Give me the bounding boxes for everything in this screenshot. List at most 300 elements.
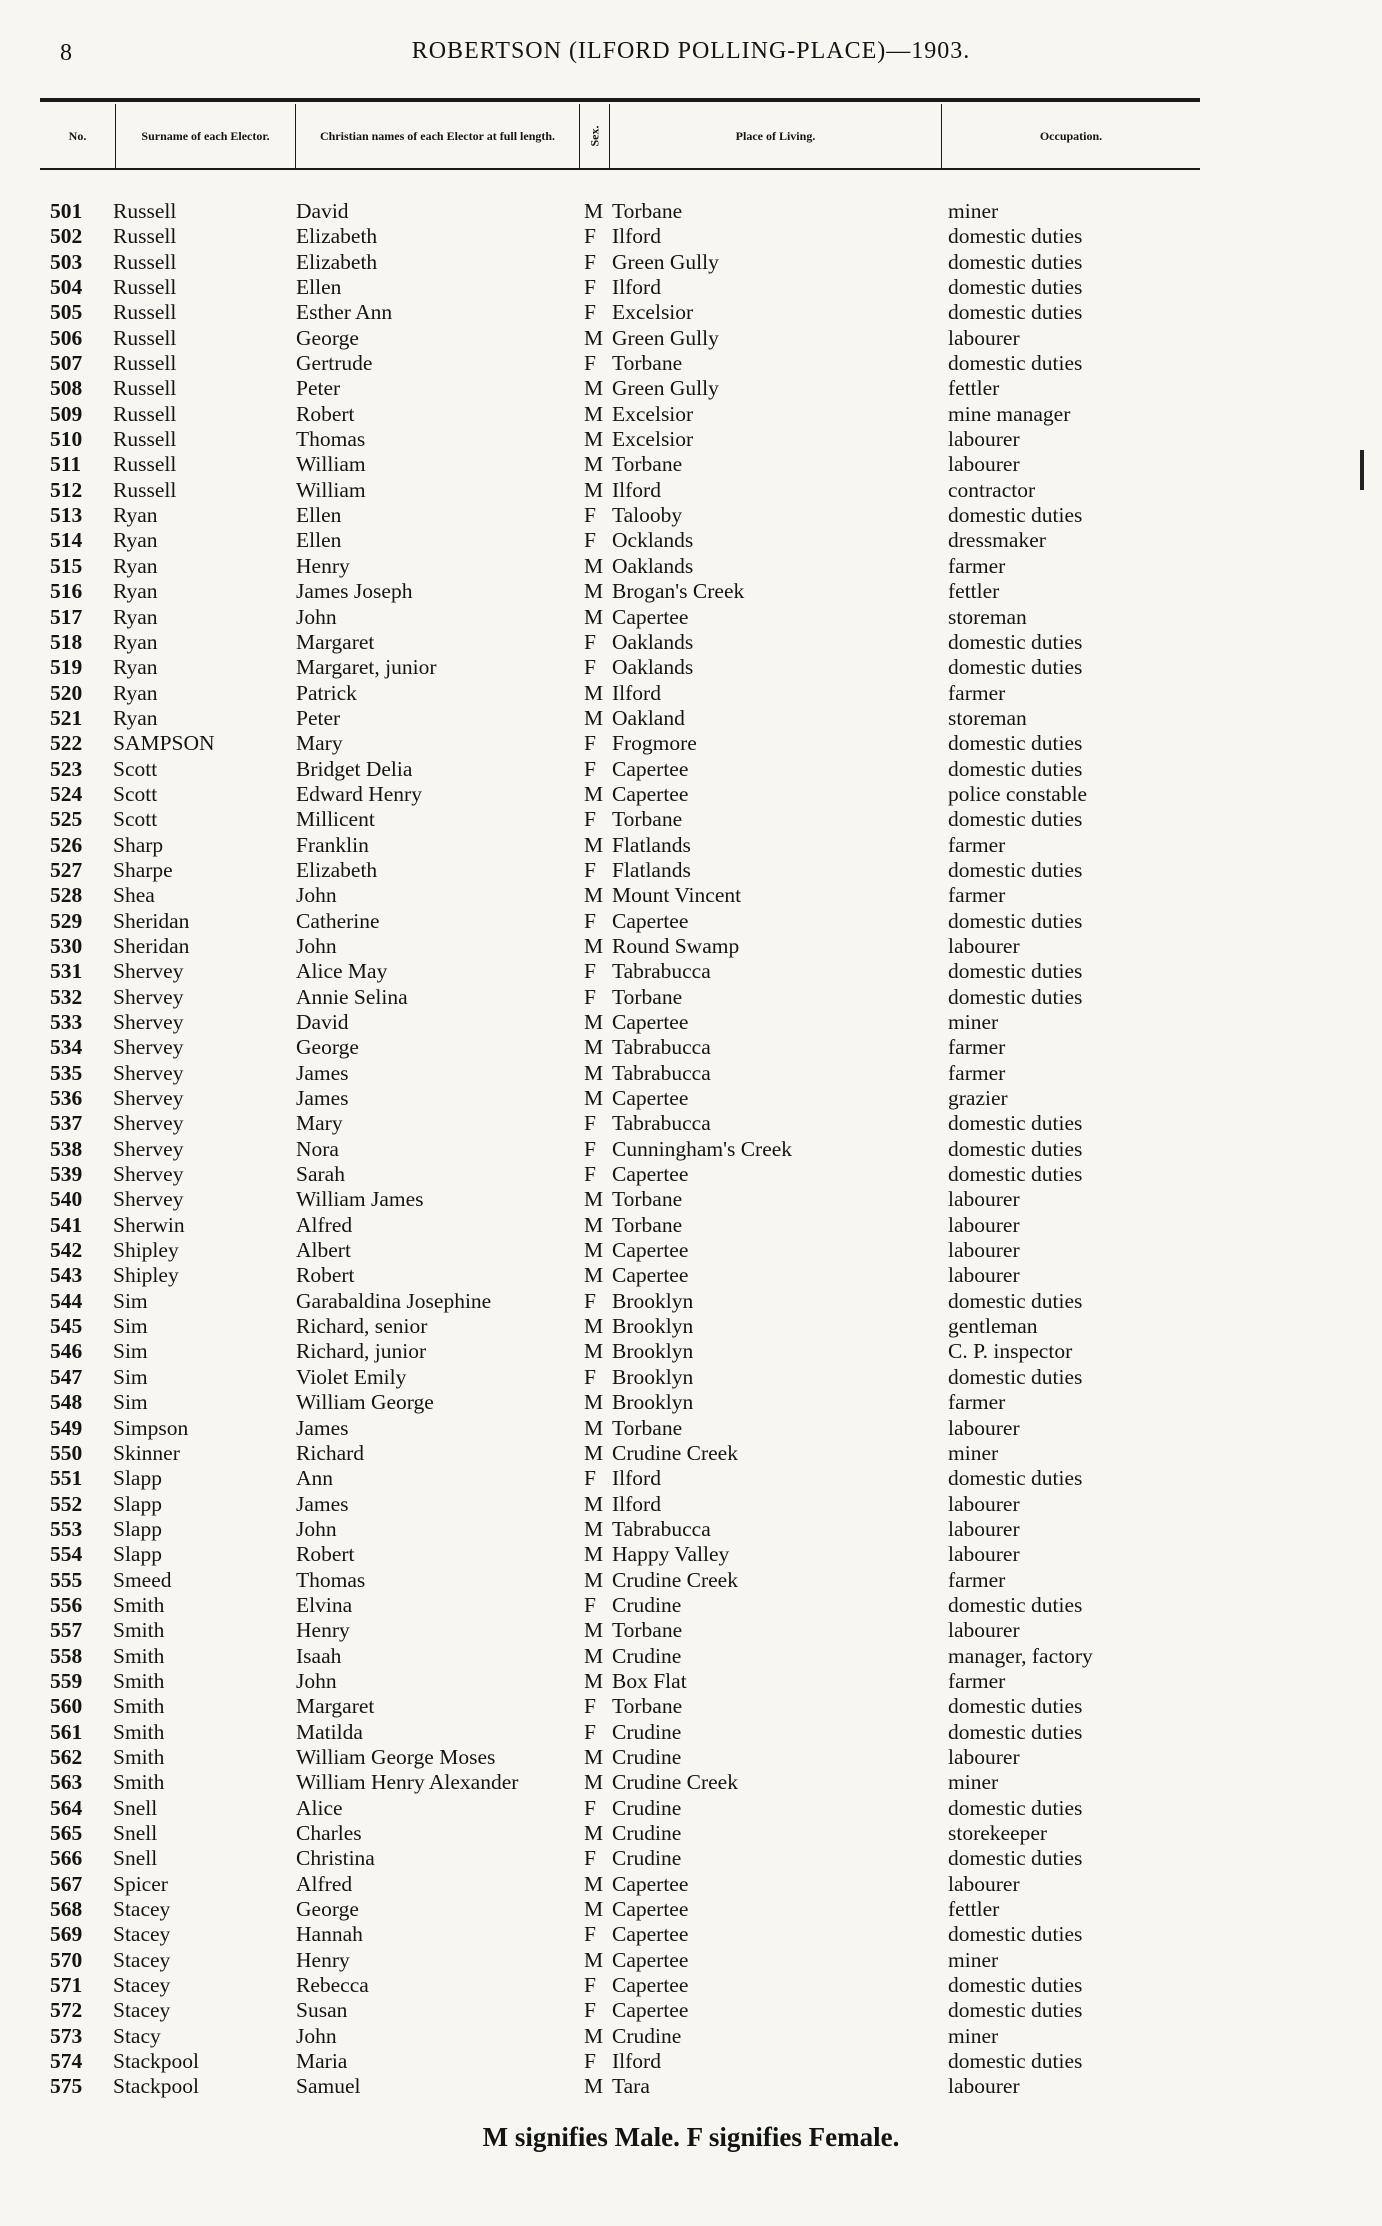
elector-number: 573	[50, 2023, 83, 2048]
elector-sex: M	[584, 452, 604, 477]
table-row	[40, 1010, 1200, 1035]
elector-place-of-living: Capertee	[612, 1086, 689, 1111]
page-title: ROBERTSON (ILFORD POLLING-PLACE)—1903.	[411, 38, 971, 64]
elector-number: 539	[50, 1162, 83, 1187]
elector-number: 505	[50, 300, 83, 325]
elector-christian-names: William Henry Alexander	[296, 1770, 519, 1795]
table-row	[40, 1035, 1200, 1060]
elector-sex: F	[584, 807, 596, 832]
header-bottom-rule	[40, 168, 1200, 170]
elector-sex: M	[584, 579, 604, 604]
elector-sex: F	[584, 629, 596, 654]
elector-occupation: grazier	[948, 1086, 1008, 1111]
elector-number: 571	[50, 1973, 83, 1998]
elector-occupation: domestic duties	[948, 1846, 1083, 1871]
elector-christian-names: Margaret	[296, 629, 375, 654]
elector-number: 527	[50, 857, 83, 882]
elector-place-of-living: Torbane	[612, 351, 683, 376]
elector-place-of-living: Capertee	[612, 1010, 689, 1034]
elector-christian-names: David	[296, 199, 349, 223]
elector-sex: M	[584, 680, 604, 705]
elector-christian-names: Elizabeth	[296, 857, 378, 882]
elector-place-of-living: Oaklands	[612, 553, 694, 578]
elector-surname: Shervey	[113, 1010, 184, 1034]
elector-christian-names: William	[296, 452, 366, 477]
elector-place-of-living: Capertee	[612, 908, 689, 933]
elector-surname: Stacey	[113, 1897, 171, 1922]
elector-surname: Russell	[113, 224, 177, 249]
elector-sex: M	[584, 1516, 604, 1541]
elector-place-of-living: Brooklyn	[612, 1314, 694, 1339]
elector-sex: M	[584, 1212, 604, 1237]
elector-christian-names: Susan	[296, 1998, 348, 2023]
elector-christian-names: George	[296, 325, 359, 350]
sex-legend-footnote: M signifies Male. F signifies Female.	[482, 2122, 900, 2152]
table-row	[40, 427, 1200, 452]
elector-christian-names: Ann	[296, 1466, 334, 1491]
elector-occupation: farmer	[948, 832, 1006, 857]
elector-sex: M	[584, 1744, 604, 1769]
table-row	[40, 782, 1200, 807]
table-row	[40, 199, 1200, 224]
elector-sex: F	[584, 908, 596, 933]
elector-number: 547	[50, 1364, 83, 1389]
elector-number: 545	[50, 1314, 83, 1339]
elector-number: 574	[50, 2049, 83, 2074]
elector-place-of-living: Talooby	[612, 503, 683, 528]
elector-christian-names: Christina	[296, 1846, 375, 1871]
elector-occupation: miner	[948, 1010, 999, 1034]
elector-place-of-living: Capertee	[612, 604, 689, 629]
elector-place-of-living: Capertee	[612, 1947, 689, 1972]
elector-christian-names: Thomas	[296, 427, 366, 452]
elector-sex: M	[584, 1897, 604, 1922]
elector-place-of-living: Torbane	[612, 807, 683, 832]
elector-number: 517	[50, 604, 83, 629]
page-number: 8	[60, 40, 72, 66]
table-row	[40, 351, 1200, 376]
elector-number: 515	[50, 553, 83, 578]
elector-number: 559	[50, 1668, 83, 1693]
elector-number: 525	[50, 807, 83, 832]
elector-number: 508	[50, 376, 83, 401]
header-occupation: Occupation.	[1039, 129, 1103, 143]
elector-christian-names: Elvina	[296, 1592, 353, 1617]
elector-place-of-living: Frogmore	[612, 731, 697, 756]
elector-place-of-living: Torbane	[612, 1694, 683, 1719]
table-row	[40, 1973, 1200, 1998]
elector-place-of-living: Flatlands	[612, 857, 691, 882]
elector-sex: M	[584, 1010, 604, 1034]
elector-occupation: domestic duties	[948, 1162, 1083, 1187]
table-row	[40, 1466, 1200, 1491]
elector-number: 513	[50, 503, 83, 528]
table-row	[40, 1111, 1200, 1136]
table-row	[40, 1441, 1200, 1466]
table-row	[40, 706, 1200, 731]
elector-occupation: domestic duties	[948, 249, 1083, 274]
elector-place-of-living: Ilford	[612, 1466, 661, 1491]
elector-place-of-living: Tabrabucca	[612, 1035, 711, 1060]
elector-place-of-living: Round Swamp	[612, 933, 740, 958]
elector-occupation: domestic duties	[948, 2049, 1083, 2074]
elector-place-of-living: Happy Valley	[612, 1542, 730, 1567]
elector-sex: F	[584, 1136, 596, 1161]
elector-christian-names: William George Moses	[296, 1744, 496, 1769]
table-row	[40, 1745, 1200, 1770]
elector-christian-names: Ellen	[296, 275, 342, 300]
elector-occupation: domestic duties	[948, 503, 1083, 528]
elector-number: 544	[50, 1288, 83, 1313]
elector-occupation: farmer	[948, 1567, 1006, 1592]
elector-surname: Shervey	[113, 1086, 184, 1111]
elector-sex: F	[584, 351, 596, 376]
elector-surname: Shervey	[113, 1162, 184, 1187]
elector-number: 529	[50, 908, 83, 933]
elector-number: 542	[50, 1238, 83, 1263]
elector-surname: Ryan	[113, 579, 158, 604]
elector-surname: Snell	[113, 1821, 158, 1845]
table-row	[40, 1872, 1200, 1897]
elector-christian-names: Henry	[296, 553, 350, 578]
elector-occupation: farmer	[948, 680, 1006, 705]
elector-place-of-living: Crudine	[612, 1719, 682, 1744]
elector-christian-names: Thomas	[296, 1567, 366, 1592]
elector-place-of-living: Capertee	[612, 1263, 689, 1288]
elector-place-of-living: Crudine Creek	[612, 1770, 738, 1795]
elector-surname: Stacey	[113, 1998, 171, 2023]
elector-place-of-living: Brooklyn	[612, 1339, 694, 1364]
elector-surname: Shervey	[113, 1060, 184, 1085]
elector-place-of-living: Capertee	[612, 756, 689, 781]
elector-surname: Stacey	[113, 1922, 171, 1947]
elector-place-of-living: Crudine	[612, 1795, 682, 1820]
elector-number: 534	[50, 1035, 83, 1060]
elector-christian-names: William James	[296, 1187, 424, 1212]
elector-number: 566	[50, 1846, 83, 1871]
elector-christian-names: Nora	[296, 1136, 339, 1161]
elector-christian-names: John	[296, 2023, 337, 2048]
elector-surname: Shervey	[113, 1187, 184, 1212]
elector-surname: Smith	[113, 1592, 165, 1617]
elector-surname: Sharpe	[113, 857, 173, 882]
elector-sex: F	[584, 1162, 596, 1187]
elector-sex: M	[584, 553, 604, 578]
elector-sex: F	[584, 1694, 596, 1719]
table-row	[40, 1390, 1200, 1415]
elector-sex: M	[584, 1947, 604, 1972]
elector-christian-names: Edward Henry	[296, 781, 422, 806]
elector-sex: F	[584, 1846, 596, 1871]
elector-christian-names: Albert	[296, 1238, 351, 1263]
table-row	[40, 833, 1200, 858]
elector-number: 554	[50, 1542, 83, 1567]
elector-sex: M	[584, 1086, 604, 1111]
elector-number: 538	[50, 1136, 83, 1161]
table-row	[40, 655, 1200, 680]
elector-number: 563	[50, 1770, 83, 1795]
elector-christian-names: James	[296, 1086, 349, 1111]
elector-occupation: fettler	[948, 376, 1000, 401]
elector-surname: Sherwin	[113, 1212, 185, 1237]
elector-sex: F	[584, 1973, 596, 1998]
table-row	[40, 1796, 1200, 1821]
elector-sex: F	[584, 300, 596, 325]
elector-number: 535	[50, 1060, 83, 1085]
elector-place-of-living: Tabrabucca	[612, 1060, 711, 1085]
elector-sex: M	[584, 1035, 604, 1060]
elector-place-of-living: Torbane	[612, 452, 683, 477]
elector-surname: Scott	[113, 781, 158, 806]
elector-sex: F	[584, 1364, 596, 1389]
elector-christian-names: Matilda	[296, 1719, 363, 1744]
elector-christian-names: Garabaldina Josephine	[296, 1288, 492, 1313]
elector-surname: Shervey	[113, 1111, 184, 1136]
elector-place-of-living: Oakland	[612, 705, 685, 730]
elector-christian-names: Peter	[296, 705, 341, 730]
elector-christian-names: Margaret, junior	[296, 655, 437, 680]
elector-sex: F	[584, 1719, 596, 1744]
elector-place-of-living: Ilford	[612, 2049, 661, 2074]
elector-christian-names: Samuel	[296, 2074, 361, 2099]
elector-place-of-living: Torbane	[612, 1187, 683, 1212]
elector-occupation: farmer	[948, 883, 1006, 908]
table-row	[40, 1694, 1200, 1719]
elector-place-of-living: Green Gully	[612, 249, 719, 274]
header-sex-label: Sex.	[587, 125, 602, 147]
elector-surname: Shervey	[113, 1035, 184, 1060]
elector-sex: M	[584, 1491, 604, 1516]
elector-sex: F	[584, 1288, 596, 1313]
table-row	[40, 934, 1200, 959]
elector-surname: Russell	[113, 249, 177, 274]
table-row	[40, 807, 1200, 832]
elector-sex: M	[584, 1770, 604, 1795]
elector-occupation: fettler	[948, 579, 1000, 604]
elector-surname: Smith	[113, 1770, 165, 1795]
elector-sex: M	[584, 325, 604, 350]
elector-place-of-living: Torbane	[612, 199, 683, 223]
elector-sex: M	[584, 832, 604, 857]
elector-number: 552	[50, 1491, 83, 1516]
elector-christian-names: John	[296, 933, 337, 958]
header-no: No.	[40, 104, 116, 168]
table-row	[40, 1897, 1200, 1922]
elector-sex: F	[584, 1111, 596, 1136]
elector-christian-names: Margaret	[296, 1694, 375, 1719]
elector-sex: F	[584, 984, 596, 1009]
elector-surname: Russell	[113, 376, 177, 401]
elector-number: 564	[50, 1795, 83, 1820]
elector-surname: Shipley	[113, 1263, 179, 1288]
header-top-rule	[40, 98, 1200, 102]
table-row	[40, 1162, 1200, 1187]
elector-occupation: domestic duties	[948, 275, 1083, 300]
elector-occupation: domestic duties	[948, 629, 1083, 654]
elector-place-of-living: Capertee	[612, 781, 689, 806]
elector-number: 562	[50, 1744, 83, 1769]
elector-occupation: domestic duties	[948, 1973, 1083, 1998]
table-row	[40, 452, 1200, 477]
elector-occupation: domestic duties	[948, 1795, 1083, 1820]
table-row	[40, 1213, 1200, 1238]
elector-sex: F	[584, 1922, 596, 1947]
elector-number: 570	[50, 1947, 83, 1972]
elector-christian-names: Henry	[296, 1618, 350, 1643]
elector-place-of-living: Mount Vincent	[612, 883, 742, 908]
elector-place-of-living: Crudine	[612, 1643, 682, 1668]
table-row	[40, 1517, 1200, 1542]
elector-christian-names: John	[296, 1668, 337, 1693]
elector-number: 509	[50, 401, 83, 426]
table-row	[40, 478, 1200, 503]
elector-occupation: domestic duties	[948, 1466, 1083, 1491]
elector-christian-names: Hannah	[296, 1922, 363, 1947]
elector-sex: M	[584, 401, 604, 426]
table-row	[40, 579, 1200, 604]
elector-place-of-living: Tabrabucca	[612, 1516, 711, 1541]
table-row	[40, 1669, 1200, 1694]
table-row	[40, 250, 1200, 275]
elector-occupation: mine manager	[948, 401, 1071, 426]
elector-occupation: labourer	[948, 1871, 1020, 1896]
elector-surname: Shervey	[113, 959, 184, 984]
elector-surname: Russell	[113, 300, 177, 325]
table-row	[40, 1086, 1200, 1111]
elector-surname: Slapp	[113, 1542, 162, 1567]
elector-surname: Smith	[113, 1694, 165, 1719]
elector-sex: M	[584, 2023, 604, 2048]
table-row	[40, 1644, 1200, 1669]
elector-place-of-living: Green Gully	[612, 376, 719, 401]
table-row	[40, 376, 1200, 401]
elector-occupation: labourer	[948, 933, 1020, 958]
elector-place-of-living: Ocklands	[612, 528, 694, 553]
table-row	[40, 402, 1200, 427]
elector-occupation: storeman	[948, 604, 1027, 629]
elector-number: 507	[50, 351, 83, 376]
elector-surname: Ryan	[113, 553, 158, 578]
table-row	[40, 630, 1200, 655]
elector-christian-names: Esther Ann	[296, 300, 393, 325]
elector-christian-names: Mary	[296, 1111, 343, 1136]
elector-number: 551	[50, 1466, 83, 1491]
elector-christian-names: Violet Emily	[296, 1364, 407, 1389]
elector-place-of-living: Flatlands	[612, 832, 691, 857]
elector-number: 568	[50, 1897, 83, 1922]
elector-sex: M	[584, 781, 604, 806]
table-row	[40, 1339, 1200, 1364]
elector-place-of-living: Ilford	[612, 680, 661, 705]
elector-occupation: domestic duties	[948, 1136, 1083, 1161]
elector-christian-names: Mary	[296, 731, 343, 756]
elector-christian-names: Robert	[296, 1542, 355, 1567]
table-row	[40, 1187, 1200, 1212]
elector-christian-names: Franklin	[296, 832, 369, 857]
elector-surname: Ryan	[113, 680, 158, 705]
elector-occupation: domestic duties	[948, 351, 1083, 376]
elector-occupation: domestic duties	[948, 300, 1083, 325]
elector-occupation: domestic duties	[948, 1111, 1083, 1136]
elector-place-of-living: Torbane	[612, 1618, 683, 1643]
elector-number: 520	[50, 680, 83, 705]
elector-number: 522	[50, 731, 83, 756]
table-row	[40, 605, 1200, 630]
table-row	[40, 757, 1200, 782]
elector-place-of-living: Brooklyn	[612, 1288, 694, 1313]
header-surname: Surname of each Elector.	[116, 104, 296, 168]
table-row	[40, 1922, 1200, 1947]
elector-surname: Stacy	[113, 2023, 161, 2048]
elector-sex: M	[584, 933, 604, 958]
elector-sex: M	[584, 1263, 604, 1288]
elector-occupation: domestic duties	[948, 756, 1083, 781]
elector-occupation: farmer	[948, 1060, 1006, 1085]
elector-number: 533	[50, 1010, 83, 1034]
elector-surname: Ryan	[113, 528, 158, 553]
elector-sex: F	[584, 503, 596, 528]
elector-surname: Smith	[113, 1744, 165, 1769]
elector-surname: Sheridan	[113, 908, 190, 933]
elector-sex: M	[584, 1415, 604, 1440]
elector-occupation: storekeeper	[948, 1821, 1048, 1845]
elector-christian-names: Rebecca	[296, 1973, 369, 1998]
elector-christian-names: Isaah	[296, 1643, 342, 1668]
elector-christian-names: John	[296, 1516, 337, 1541]
elector-occupation: domestic duties	[948, 1998, 1083, 2023]
elector-place-of-living: Torbane	[612, 1415, 683, 1440]
elector-sex: F	[584, 224, 596, 249]
elector-occupation: dressmaker	[948, 528, 1046, 553]
electors-table-body	[40, 199, 1200, 2100]
elector-surname: Smeed	[113, 1567, 172, 1592]
elector-surname: Slapp	[113, 1466, 162, 1491]
elector-surname: Sim	[113, 1390, 148, 1415]
elector-christian-names: Sarah	[296, 1162, 345, 1187]
elector-sex: M	[584, 883, 604, 908]
elector-occupation: gentleman	[948, 1314, 1038, 1339]
elector-christian-names: George	[296, 1035, 359, 1060]
elector-surname: Spicer	[113, 1871, 168, 1896]
table-row	[40, 1998, 1200, 2023]
elector-surname: Ryan	[113, 705, 158, 730]
elector-occupation: farmer	[948, 1668, 1006, 1693]
elector-occupation: labourer	[948, 1212, 1020, 1237]
elector-christian-names: Henry	[296, 1947, 350, 1972]
elector-sex: M	[584, 1238, 604, 1263]
elector-sex: F	[584, 655, 596, 680]
elector-number: 540	[50, 1187, 83, 1212]
elector-number: 510	[50, 427, 83, 452]
elector-number: 575	[50, 2074, 83, 2099]
elector-number: 560	[50, 1694, 83, 1719]
elector-place-of-living: Crudine	[612, 1821, 682, 1845]
elector-occupation: labourer	[948, 1415, 1020, 1440]
table-row	[40, 883, 1200, 908]
elector-christian-names: Charles	[296, 1821, 362, 1845]
elector-place-of-living: Green Gully	[612, 325, 719, 350]
table-row	[40, 1492, 1200, 1517]
elector-sex: M	[584, 1618, 604, 1643]
elector-christian-names: George	[296, 1897, 359, 1922]
elector-christian-names: Patrick	[296, 680, 357, 705]
elector-christian-names: Peter	[296, 376, 341, 401]
elector-sex: M	[584, 1187, 604, 1212]
table-row	[40, 909, 1200, 934]
elector-sex: M	[584, 705, 604, 730]
elector-sex: M	[584, 376, 604, 401]
elector-surname: Shervey	[113, 1136, 184, 1161]
